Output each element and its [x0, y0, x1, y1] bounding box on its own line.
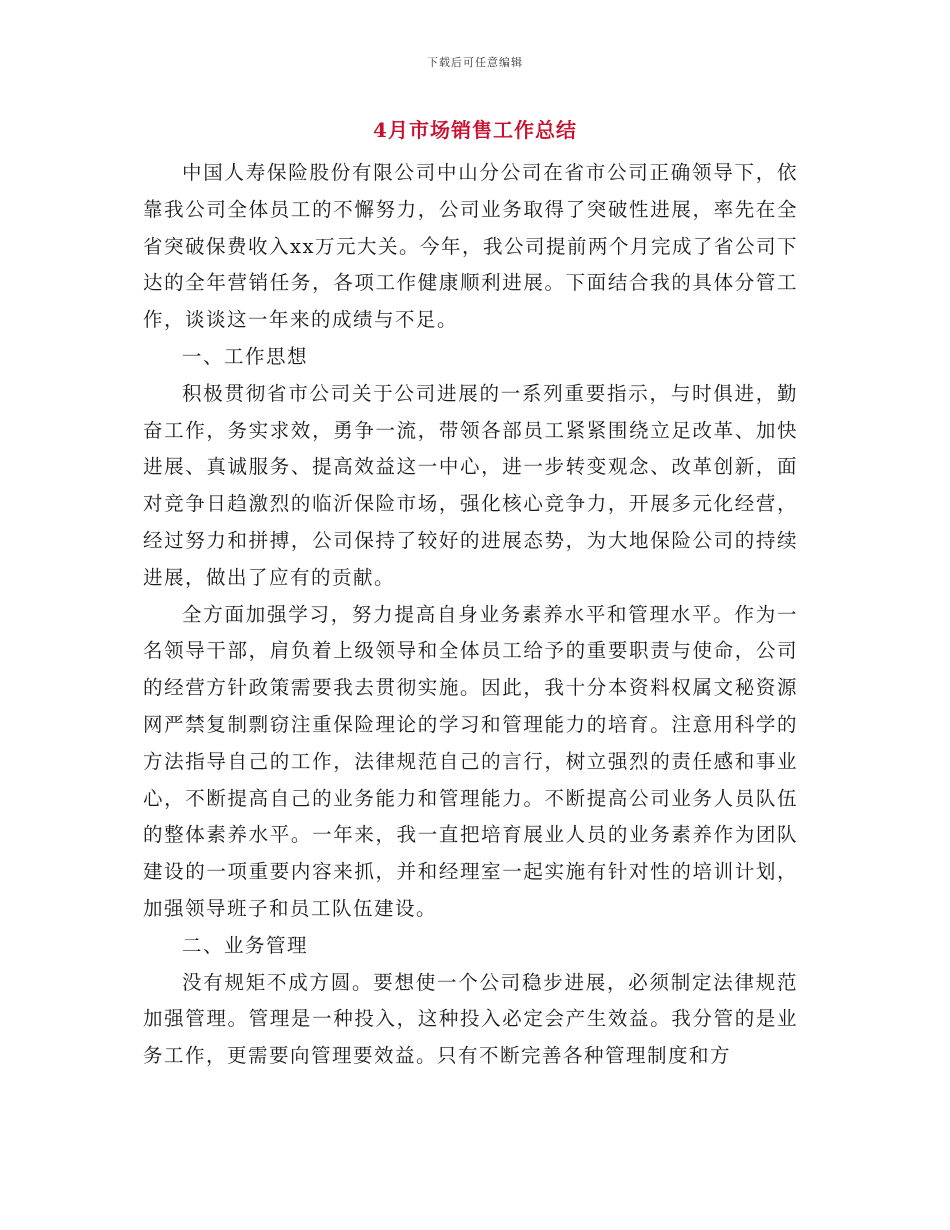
paragraph-work-thinking: 积极贯彻省市公司关于公司进展的一系列重要指示，与时俱进，勤奋工作，务实求效，勇争一流，带领各部员工紧紧围绕立足改革、加快进展、真诚服务、提高效益这一中心，进一步转变观念、改革创新，面对竞争日趋激烈的临沂保险市场，强化核心竞争力，开展多元化经营，经过努力和拼搏，公司保持了较好的进展态势，为大地保险公司的持续进展，做出了应有的贡献。	[143, 381, 798, 589]
document-body	[143, 155, 798, 1075]
header-note: 下载后可任意编辑	[427, 56, 523, 69]
section-heading-business-management: 二、业务管理	[182, 933, 309, 957]
paragraph-business-management: 没有规矩不成方圆。要想使一个公司稳步进展，必须制定法律规范加强管理。管理是一种投入，这种投入必定会产生效益。我分管的是业务工作，更需要向管理要效益。只有不断完善各种管理制度和方	[143, 970, 798, 1068]
paragraph-learning: 全方面加强学习，努力提高自身业务素养水平和管理水平。作为一名领导干部，肩负着上级领导和全体员工给予的重要职责与使命，公司的经营方针政策需要我去贯彻实施。因此，我十分本资料权属文秘资源网严禁复制剽窃注重保险理论的学习和管理能力的培育。注意用科学的方法指导自己的工作，法律规范自己的言行，树立强烈的责任感和事业心，不断提高自己的业务能力和管理能力。不断提高公司业务人员队伍的整体素养水平。一年来，我一直把培育展业人员的业务素养作为团队建设的一项重要内容来抓，并和经理室一起实施有针对性的培训计划，加强领导班子和员工队伍建设。	[143, 602, 798, 920]
document-title: 4月市场销售工作总结	[373, 118, 577, 142]
section-heading-work-thinking: 一、工作思想	[182, 344, 309, 368]
paragraph-intro: 中国人寿保险股份有限公司中山分公司在省市公司正确领导下，依靠我公司全体员工的不懈努力，公司业务取得了突破性进展，率先在全省突破保费收入xx万元大关。今年，我公司提前两个月完成了省公司下达的全年营销任务，各项工作健康顺利进展。下面结合我的具体分管工作，谈谈这一年来的成绩与不足。	[143, 161, 798, 332]
